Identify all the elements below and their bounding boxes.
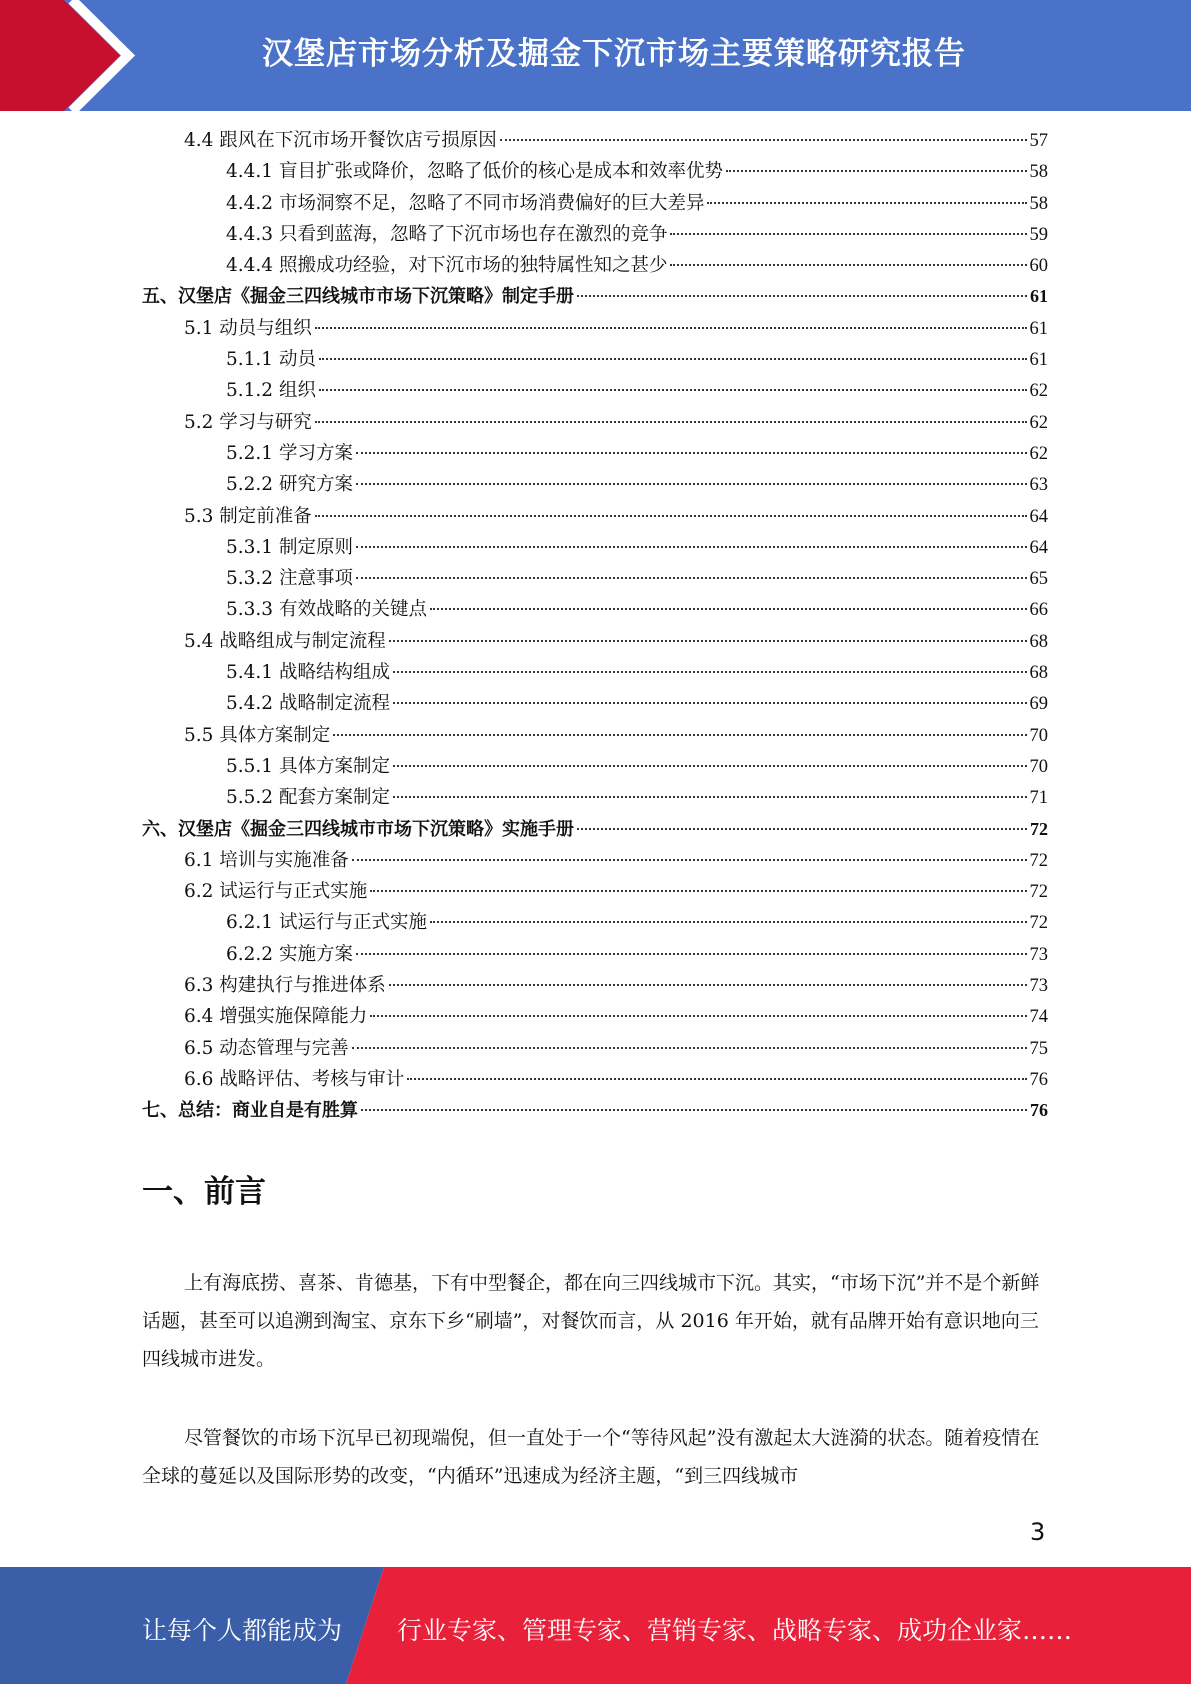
- toc-dot-leader: [670, 233, 1026, 235]
- toc-entry[interactable]: [142, 877, 1048, 908]
- toc-entry-title: 5.2 学习与研究: [184, 411, 312, 433]
- toc-entry-title: 5.3.1 制定原则: [226, 536, 353, 558]
- toc-entry-title: 4.4.1 盲目扩张或降价，忽略了低价的核心是成本和效率优势: [226, 161, 723, 183]
- toc-dot-leader: [315, 515, 1027, 517]
- toc-entry-page: 65: [1029, 569, 1048, 590]
- toc-entry-page: 72: [1029, 913, 1048, 934]
- toc-entry[interactable]: [142, 595, 1048, 626]
- toc-entry-page: 61: [1030, 286, 1048, 307]
- toc-entry-page: 62: [1029, 443, 1048, 464]
- toc-entry-page: 64: [1029, 506, 1048, 527]
- toc-entry[interactable]: [142, 564, 1048, 595]
- toc-entry-page: 72: [1029, 882, 1048, 903]
- toc-entry-title: 4.4 跟风在下沉市场开餐饮店亏损原因: [184, 130, 497, 151]
- toc-entry-title: 5.1.1 动员: [226, 349, 316, 371]
- toc-entry-title: 6.2.1 试运行与正式实施: [226, 912, 427, 934]
- toc-entry[interactable]: [142, 908, 1048, 939]
- toc-entry-page: 59: [1029, 224, 1048, 245]
- toc-entry-page: 57: [1029, 131, 1048, 151]
- toc-entry[interactable]: [142, 314, 1048, 345]
- toc-entry-title: 6.1 培训与实施准备: [184, 849, 349, 871]
- toc-entry[interactable]: [142, 627, 1048, 658]
- toc-entry[interactable]: [142, 345, 1048, 376]
- toc-entry[interactable]: [142, 157, 1048, 188]
- toc-entry[interactable]: [142, 1002, 1048, 1033]
- toc-dot-leader: [352, 1047, 1027, 1049]
- toc-dot-leader: [333, 734, 1026, 736]
- toc-entry-page: 61: [1029, 318, 1048, 339]
- toc-entry[interactable]: [142, 658, 1048, 689]
- toc-entry[interactable]: [142, 721, 1048, 752]
- page-number: 3: [1030, 1518, 1046, 1546]
- toc-entry-title: 七、总结：商业自是有胜算: [142, 1100, 358, 1122]
- toc-entry-title: 6.2 试运行与正式实施: [184, 881, 368, 903]
- toc-entry-page: 70: [1029, 756, 1048, 777]
- toc-entry-page: 62: [1029, 412, 1048, 433]
- toc-dot-leader: [393, 702, 1027, 704]
- toc-entry-title: 4.4.4 照搬成功经验，对下沉市场的独特属性知之甚少: [226, 255, 668, 277]
- toc-entry[interactable]: [142, 1065, 1048, 1096]
- toc-entry-page: 62: [1029, 381, 1048, 402]
- toc-entry-page: 61: [1029, 350, 1048, 371]
- body-paragraph: 尽管餐饮的市场下沉早已初现端倪，但一直处于一个“等待风起”没有激起太大涟漪的状态。随着疫情在全球的蔓延以及国际形势的改变，“内循环”迅速成为经济主题，“到三四线城市: [142, 1427, 1040, 1487]
- toc-entry[interactable]: [142, 689, 1048, 720]
- toc-entry-page: 70: [1029, 725, 1048, 746]
- toc-dot-leader: [577, 828, 1027, 830]
- toc-entry-title: 5.3 制定前准备: [184, 505, 312, 527]
- toc-dot-leader: [370, 1015, 1026, 1017]
- toc-entry[interactable]: [142, 533, 1048, 564]
- toc-entry-title: 4.4.3 只看到蓝海，忽略了下沉市场也存在激烈的竞争: [226, 223, 668, 245]
- toc-entry-title: 5.4.1 战略结构组成: [226, 662, 390, 684]
- toc-entry[interactable]: [142, 1034, 1048, 1065]
- toc-entry-title: 6.3 构建执行与推进体系: [184, 975, 386, 997]
- page-header: [0, 0, 1191, 111]
- toc-dot-leader: [319, 358, 1027, 360]
- toc-entry-title: 5.4 战略组成与制定流程: [184, 630, 386, 652]
- toc-entry[interactable]: [142, 282, 1048, 313]
- toc-entry-page: 72: [1029, 850, 1048, 871]
- toc-entry-page: 60: [1029, 256, 1048, 277]
- toc-entry-page: 69: [1029, 694, 1048, 715]
- toc-entry[interactable]: [142, 251, 1048, 282]
- toc-entry[interactable]: [142, 126, 1048, 157]
- toc-entry-page: 76: [1029, 1069, 1048, 1090]
- toc-entry-page: 76: [1030, 1100, 1048, 1121]
- toc-dot-leader: [356, 452, 1027, 454]
- toc-dot-leader: [356, 577, 1027, 579]
- toc-dot-leader: [393, 671, 1027, 673]
- toc-entry-page: 75: [1029, 1038, 1048, 1059]
- toc-dot-leader: [500, 139, 1027, 141]
- toc-entry-title: 5.1.2 组织: [226, 380, 316, 402]
- toc-dot-leader: [315, 327, 1027, 329]
- toc-entry[interactable]: [142, 470, 1048, 501]
- toc-dot-leader: [393, 765, 1027, 767]
- toc-dot-leader: [352, 859, 1027, 861]
- footer-slogan-left: 让每个人都能成为: [142, 1616, 343, 1645]
- toc-entry-title: 5.5 具体方案制定: [184, 724, 331, 746]
- toc-dot-leader: [726, 170, 1027, 172]
- chevron-arrow-icon: [0, 0, 160, 111]
- toc-dot-leader: [315, 421, 1027, 423]
- toc-entry[interactable]: [142, 408, 1048, 439]
- toc-entry-title: 5.1 动员与组织: [184, 317, 312, 339]
- toc-dot-leader: [319, 389, 1027, 391]
- toc-entry[interactable]: [142, 971, 1048, 1002]
- toc-entry-page: 58: [1029, 162, 1048, 183]
- toc-entry-title: 5.3.3 有效战略的关键点: [226, 599, 427, 621]
- toc-entry-title: 5.5.1 具体方案制定: [226, 755, 390, 777]
- toc-dot-leader: [356, 953, 1027, 955]
- page-footer: [0, 1567, 1191, 1684]
- toc-entry-title: 六、汉堡店《掘金三四线城市市场下沉策略》实施手册: [142, 818, 574, 840]
- body-paragraph: 上有海底捞、喜茶、肯德基，下有中型餐企，都在向三四线城市下沉。其实，“市场下沉”并不是个新鲜话题，甚至可以追溯到淘宝、京东下乡“刷墙”，对餐饮而言，从 2016 年开始，就有品牌开始有意识地向三四线城市进发。: [142, 1272, 1040, 1370]
- toc-entry[interactable]: [142, 846, 1048, 877]
- toc-entry[interactable]: [142, 1096, 1048, 1127]
- document-title: 汉堡店市场分析及掘金下沉市场主要策略研究报告: [262, 36, 966, 72]
- toc-entry-page: 58: [1029, 193, 1048, 214]
- toc-entry[interactable]: [142, 189, 1048, 220]
- toc-entry[interactable]: [142, 439, 1048, 470]
- toc-entry-title: 5.3.2 注意事项: [226, 568, 353, 590]
- toc-entry-title: 5.2.2 研究方案: [226, 474, 353, 496]
- toc-entry[interactable]: [142, 502, 1048, 533]
- toc-dot-leader: [356, 546, 1027, 548]
- toc-entry-page: 72: [1030, 818, 1048, 839]
- toc-entry-title: 5.5.2 配套方案制定: [226, 787, 390, 809]
- toc-dot-leader: [577, 295, 1027, 297]
- toc-entry-page: 68: [1029, 631, 1048, 652]
- toc-entry-title: 五、汉堡店《掘金三四线城市市场下沉策略》制定手册: [142, 286, 574, 308]
- toc-dot-leader: [356, 483, 1027, 485]
- toc-entry-page: 63: [1029, 475, 1048, 496]
- toc-entry-page: 68: [1029, 663, 1048, 684]
- toc-entry[interactable]: [142, 940, 1048, 971]
- toc-entry-title: 4.4.2 市场洞察不足，忽略了不同市场消费偏好的巨大差异: [226, 192, 705, 214]
- toc-entry-title: 6.5 动态管理与完善: [184, 1037, 349, 1059]
- toc-dot-leader: [707, 202, 1026, 204]
- toc-entry-page: 74: [1029, 1007, 1048, 1028]
- toc-entry-page: 73: [1029, 976, 1048, 997]
- toc-entry-title: 6.6 战略评估、考核与审计: [184, 1068, 405, 1090]
- toc-dot-leader: [361, 1109, 1027, 1111]
- toc-dot-leader: [670, 264, 1026, 266]
- toc-entry-title: 5.2.1 学习方案: [226, 442, 353, 464]
- toc-entry-title: 5.4.2 战略制定流程: [226, 693, 390, 715]
- toc-entry[interactable]: [142, 752, 1048, 783]
- toc-entry-page: 71: [1029, 788, 1048, 809]
- table-of-contents: [142, 126, 1048, 1128]
- toc-entry-title: 6.2.2 实施方案: [226, 943, 353, 965]
- footer-slogan-right: 行业专家、管理专家、营销专家、战略专家、成功企业家……: [397, 1616, 1073, 1645]
- toc-dot-leader: [389, 984, 1027, 986]
- section-heading: 一、前言: [142, 1174, 266, 1210]
- toc-entry[interactable]: [142, 783, 1048, 814]
- toc-dot-leader: [407, 1078, 1026, 1080]
- toc-entry-title: 6.4 增强实施保障能力: [184, 1006, 368, 1028]
- toc-entry[interactable]: [142, 815, 1048, 846]
- toc-entry-page: 64: [1029, 537, 1048, 558]
- toc-dot-leader: [393, 796, 1027, 798]
- toc-entry-page: 66: [1029, 600, 1048, 621]
- toc-dot-leader: [430, 921, 1027, 923]
- toc-dot-leader: [389, 640, 1027, 642]
- toc-entry[interactable]: [142, 220, 1048, 251]
- toc-dot-leader: [370, 890, 1026, 892]
- toc-dot-leader: [430, 608, 1027, 610]
- toc-entry[interactable]: [142, 376, 1048, 407]
- toc-entry-page: 73: [1029, 944, 1048, 965]
